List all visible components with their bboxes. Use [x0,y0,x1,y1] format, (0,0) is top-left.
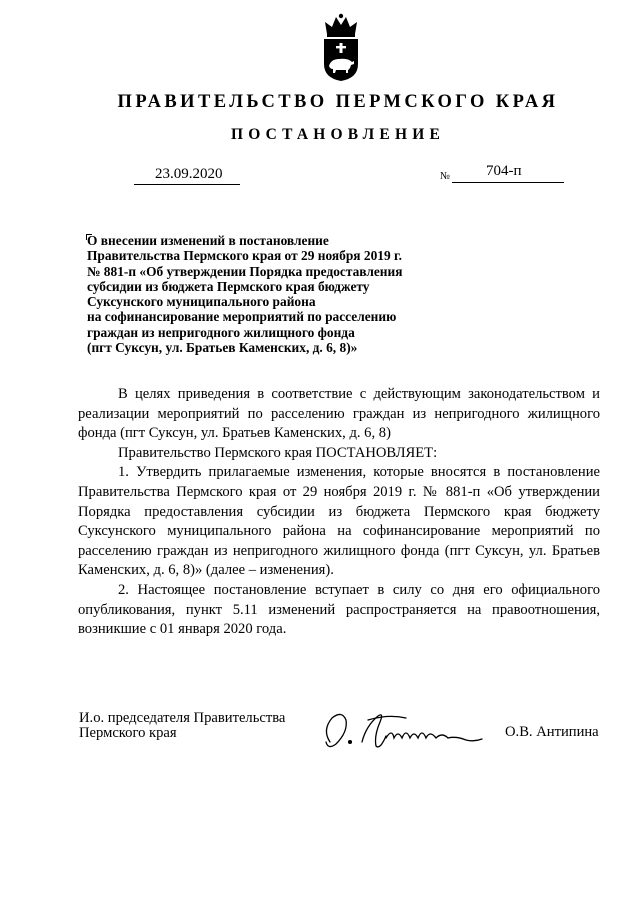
subject-line: субсидии из бюджета Пермского края бюджету [87,278,370,294]
document-number: 704-п [486,163,522,179]
body-paragraph: Правительство Пермского края ПОСТАНОВЛЯЕТ: [118,444,438,461]
document-date: 23.09.2020 [155,166,223,182]
subject-line: О внесении изменений в постановление [87,233,329,248]
organization-title: ПРАВИТЕЛЬСТВО ПЕРМСКОГО КРАЯ [117,92,559,112]
subject-line: Правительства Пермского края от 29 ноября 2019 г. [87,248,402,264]
document-type: ПОСТАНОВЛЕНИЕ [230,126,446,143]
document-subject [87,233,467,355]
body-paragraph: В целях приведения в соответствие с действующим законодательством и реализации мероприятий по расселению граждан из непригодного жилищного фонда (пгт Суксун, ул. Братьев Каменских, д. 6, 8) [78,386,600,442]
subject-line: (пгт Суксун, ул. Братьев Каменских, д. 6, 8)» [87,340,358,356]
body-paragraph: 2. Настоящее постановление вступает в силу со дня его официального опубликования, пункт 5.11 изменений распространяется на правоотношения, возникшие с 01 января 2020 года. [78,581,600,638]
signer-position [79,711,285,741]
coat-of-arms-icon [318,12,364,82]
handwritten-signature-icon [318,706,498,756]
date-underline [134,184,240,185]
signer-position-line: Пермского края [79,725,177,741]
subject-line: на софинансирование мероприятий по расселению [87,309,397,325]
subject-line: граждан из непригодного жилищного фонда [87,324,355,340]
signer-position-line: И.о. председателя Правительства [79,710,286,726]
body-paragraph: 1. Утвердить прилагаемые изменения, которые вносятся в постановление Правительства Пермского края от 29 ноября 2019 г. № 881-п «Об утверждении Порядка предоставления субсидии из бюджета Пермского края бюджету Суксунского муниципального района на софинансирование мероприятий по расселению граждан из непригодного жилищного фонда (пгт Суксун, ул. Братьев Каменских, д. 6, 8)» (далее – изменения). [78,464,600,579]
document-body [78,385,600,640]
number-sign: № [440,171,451,182]
subject-line: Суксунского муниципального района [87,294,316,310]
number-underline [452,182,564,183]
signer-name: О.В. Антипина [505,724,599,740]
subject-line: № 881-п «Об утверждении Порядка предоставления [87,263,403,279]
